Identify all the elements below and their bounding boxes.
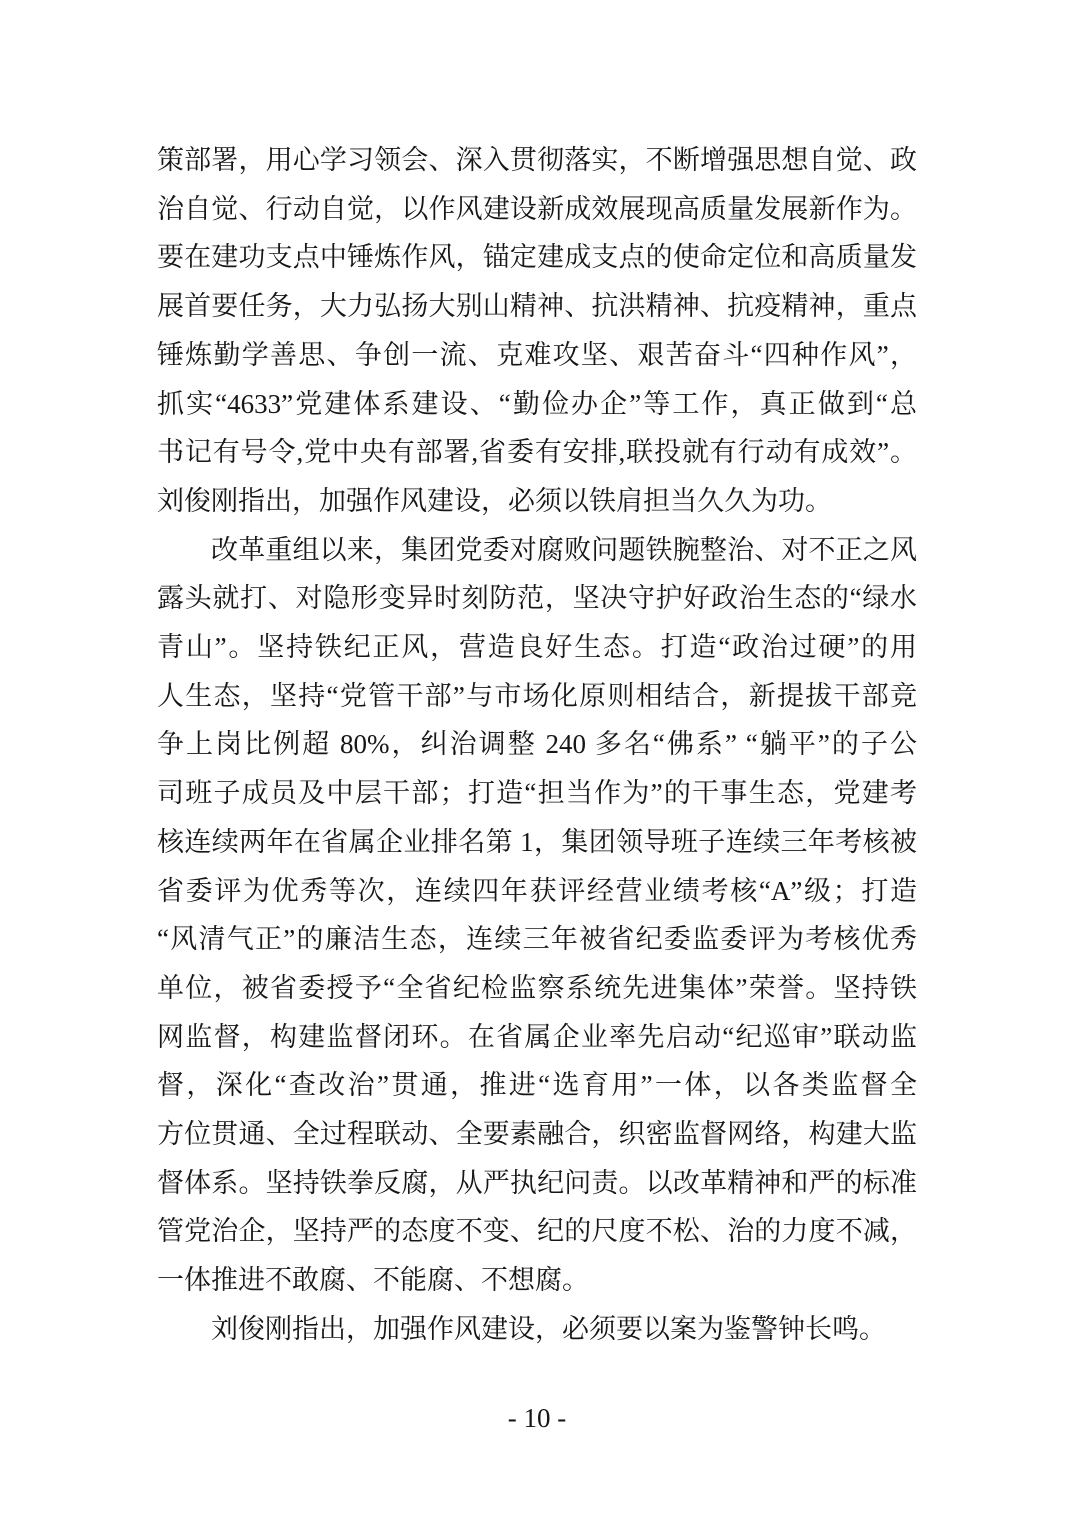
text-line: 要在建功支点中锤炼作风，锚定建成支点的使命定位和高质量发 xyxy=(157,242,917,273)
text-line: 改革重组以来，集团党委对腐败问题铁腕整治、对不正之风 xyxy=(211,534,917,565)
text-line: 策部署，用心学习领会、深入贯彻落实，不断增强思想自觉、政 xyxy=(157,145,917,175)
text-line: 省委评为优秀等次，连续四年获评经营业绩考核“A”级；打造 xyxy=(157,875,917,906)
text-line: 督，深化“查改治”贯通，推进“选育用”一体，以各类监督全 xyxy=(157,1070,917,1101)
text-line: 司班子成员及中层干部；打造“担当作为”的干事生态，党建考 xyxy=(157,778,917,809)
document-body xyxy=(157,136,917,1354)
paragraph xyxy=(157,526,917,1305)
text-line: 督体系。坚持铁拳反腐，从严执纪问责。以改革精神和严的标准 xyxy=(157,1167,917,1198)
text-line: 一体推进不敢腐、不能腐、不想腐。 xyxy=(157,1265,589,1296)
text-line: 单位，被省委授予“全省纪检监察系统先进集体”荣誉。坚持铁 xyxy=(157,972,917,1003)
page-number: - 10 - xyxy=(507,1403,567,1433)
text-line: 锤炼勤学善思、争创一流、克难攻坚、艰苦奋斗“四种作风”， xyxy=(157,339,917,370)
text-line: 方位贯通、全过程联动、全要素融合，织密监督网络，构建大监 xyxy=(157,1119,917,1150)
paragraph xyxy=(157,136,917,526)
text-line: 书记有号令,党中央有部署,省委有安排,联投就有行动有成效”。 xyxy=(157,437,917,468)
text-line: 人生态，坚持“党管干部”与市场化原则相结合，新提拔干部竞 xyxy=(157,680,917,711)
paragraph xyxy=(157,1305,917,1354)
text-line: 抓实“4633”党建体系建设、“勤俭办企”等工作，真正做到“总 xyxy=(157,388,917,419)
text-line: “风清气正”的廉洁生态，连续三年被省纪委监委评为考核优秀 xyxy=(157,924,917,955)
text-line: 争上岗比例超 80%，纠治调整 240 多名“佛系” “躺平”的子公 xyxy=(157,729,917,760)
text-line: 治自觉、行动自觉，以作风建设新成效展现高质量发展新作为。 xyxy=(157,193,917,224)
text-line: 展首要任务，大力弘扬大别山精神、抗洪精神、抗疫精神，重点 xyxy=(157,291,917,322)
text-line: 刘俊刚指出，加强作风建设，必须要以案为鉴警钟长鸣。 xyxy=(211,1313,886,1344)
text-line: 管党治企，坚持严的态度不变、纪的尺度不松、治的力度不减， xyxy=(157,1216,917,1247)
text-line: 青山”。坚持铁纪正风，营造良好生态。打造“政治过硬”的用 xyxy=(157,632,917,663)
text-line: 露头就打、对隐形变异时刻防范，坚决守护好政治生态的“绿水 xyxy=(157,583,917,614)
text-line: 网监督，构建监督闭环。在省属企业率先启动“纪巡审”联动监 xyxy=(157,1021,917,1052)
text-line: 刘俊刚指出，加强作风建设，必须以铁肩担当久久为功。 xyxy=(157,485,832,516)
text-line: 核连续两年在省属企业排名第 1，集团领导班子连续三年考核被 xyxy=(157,826,917,857)
